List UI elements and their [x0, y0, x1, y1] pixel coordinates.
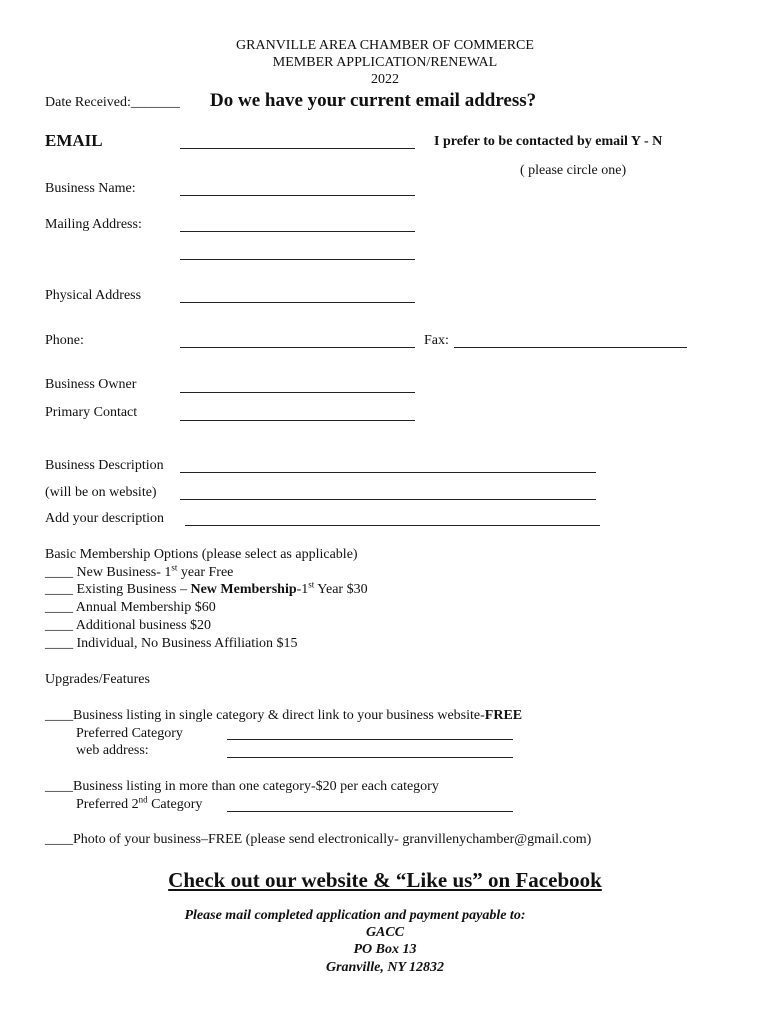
sup: nd [138, 794, 148, 805]
business-description-field-2[interactable] [180, 499, 596, 500]
label-text: Preferred 2 [76, 797, 139, 812]
fax-field[interactable] [454, 347, 687, 348]
preferred-2nd-category-label [76, 794, 203, 813]
option-text: Individual, No Business Affiliation $15 [73, 636, 298, 651]
mail-po-box: PO Box 13 [353, 942, 417, 957]
phone-label: Phone: [45, 333, 84, 348]
facebook-callout: Check out our website & “Like us” on Facebook [168, 868, 602, 892]
membership-option-existing[interactable] [45, 579, 368, 598]
fax-label: Fax: [424, 333, 449, 348]
preferred-category-label: Preferred Category [76, 726, 183, 741]
option-bold: New Membership [190, 582, 297, 597]
upgrade-single-category[interactable] [45, 708, 522, 724]
business-owner-label: Business Owner [45, 377, 137, 392]
contact-preference[interactable]: I prefer to be contacted by email Y - N [434, 134, 663, 149]
upgrade-photo[interactable]: ____Photo of your business–FREE (please send electronically- granvillenychamber@gmail.com) [45, 832, 592, 847]
on-website-label: (will be on website) [45, 485, 157, 500]
membership-option-individual[interactable] [45, 636, 298, 652]
email-label: EMAIL [45, 131, 103, 150]
label-text: Category [147, 797, 203, 812]
mailing-address-field-1[interactable] [180, 231, 415, 232]
sup: st [171, 562, 178, 573]
sup: st [308, 579, 315, 590]
option-text: ____Business listing in single category & direct link to your business website- [45, 708, 485, 723]
mail-org: GACC [365, 925, 405, 940]
business-description-field-3[interactable] [185, 525, 600, 526]
upgrade-multi-category[interactable]: ____Business listing in more than one category-$20 per each category [45, 779, 439, 794]
membership-option-new[interactable] [45, 562, 234, 581]
option-text: -1 [296, 582, 309, 597]
option-text: Existing Business – [73, 582, 191, 597]
blank: ____ [45, 565, 73, 580]
blank: ____ [45, 582, 73, 597]
free-label: FREE [484, 708, 523, 723]
option-text: year Free [177, 565, 234, 580]
phone-field[interactable] [180, 347, 415, 348]
mail-city: Granville, NY 12832 [325, 960, 445, 975]
business-description-field-1[interactable] [180, 472, 596, 473]
primary-contact-field[interactable] [180, 420, 415, 421]
mailing-address-label: Mailing Address: [45, 217, 142, 232]
option-text: Additional business $20 [73, 618, 212, 633]
preferred-category-field[interactable] [227, 739, 513, 740]
add-description-label: Add your description [45, 511, 164, 526]
option-text: New Business- 1 [73, 565, 172, 580]
preferred-2nd-category-field[interactable] [227, 811, 513, 812]
circle-note: ( please circle one) [520, 163, 627, 178]
membership-option-additional[interactable] [45, 618, 211, 634]
blank: ____ [45, 600, 73, 615]
option-text: Year $30 [314, 582, 368, 597]
mail-instructions: Please mail completed application and payment payable to: [184, 908, 526, 923]
business-owner-field[interactable] [180, 392, 415, 393]
blank: ____ [45, 636, 73, 651]
physical-address-label: Physical Address [45, 288, 142, 303]
primary-contact-label: Primary Contact [45, 405, 138, 420]
form-year: 2022 [371, 72, 399, 87]
business-name-label: Business Name: [45, 181, 136, 196]
physical-address-field[interactable] [180, 302, 415, 303]
email-question: Do we have your current email address? [210, 90, 537, 111]
form-title: MEMBER APPLICATION/RENEWAL [272, 55, 498, 70]
membership-heading: Basic Membership Options (please select as applicable) [45, 547, 358, 562]
email-field[interactable] [180, 148, 415, 149]
option-text: Annual Membership $60 [73, 600, 216, 615]
web-address-field[interactable] [227, 757, 513, 758]
upgrades-heading: Upgrades/Features [45, 672, 150, 687]
business-description-label: Business Description [45, 458, 164, 473]
date-received: Date Received:_______ [45, 95, 180, 110]
business-name-field[interactable] [180, 195, 415, 196]
membership-option-annual[interactable] [45, 600, 216, 616]
mailing-address-field-2[interactable] [180, 259, 415, 260]
blank: ____ [45, 618, 73, 633]
org-name: GRANVILLE AREA CHAMBER OF COMMERCE [236, 38, 534, 53]
web-address-label: web address: [76, 743, 149, 758]
